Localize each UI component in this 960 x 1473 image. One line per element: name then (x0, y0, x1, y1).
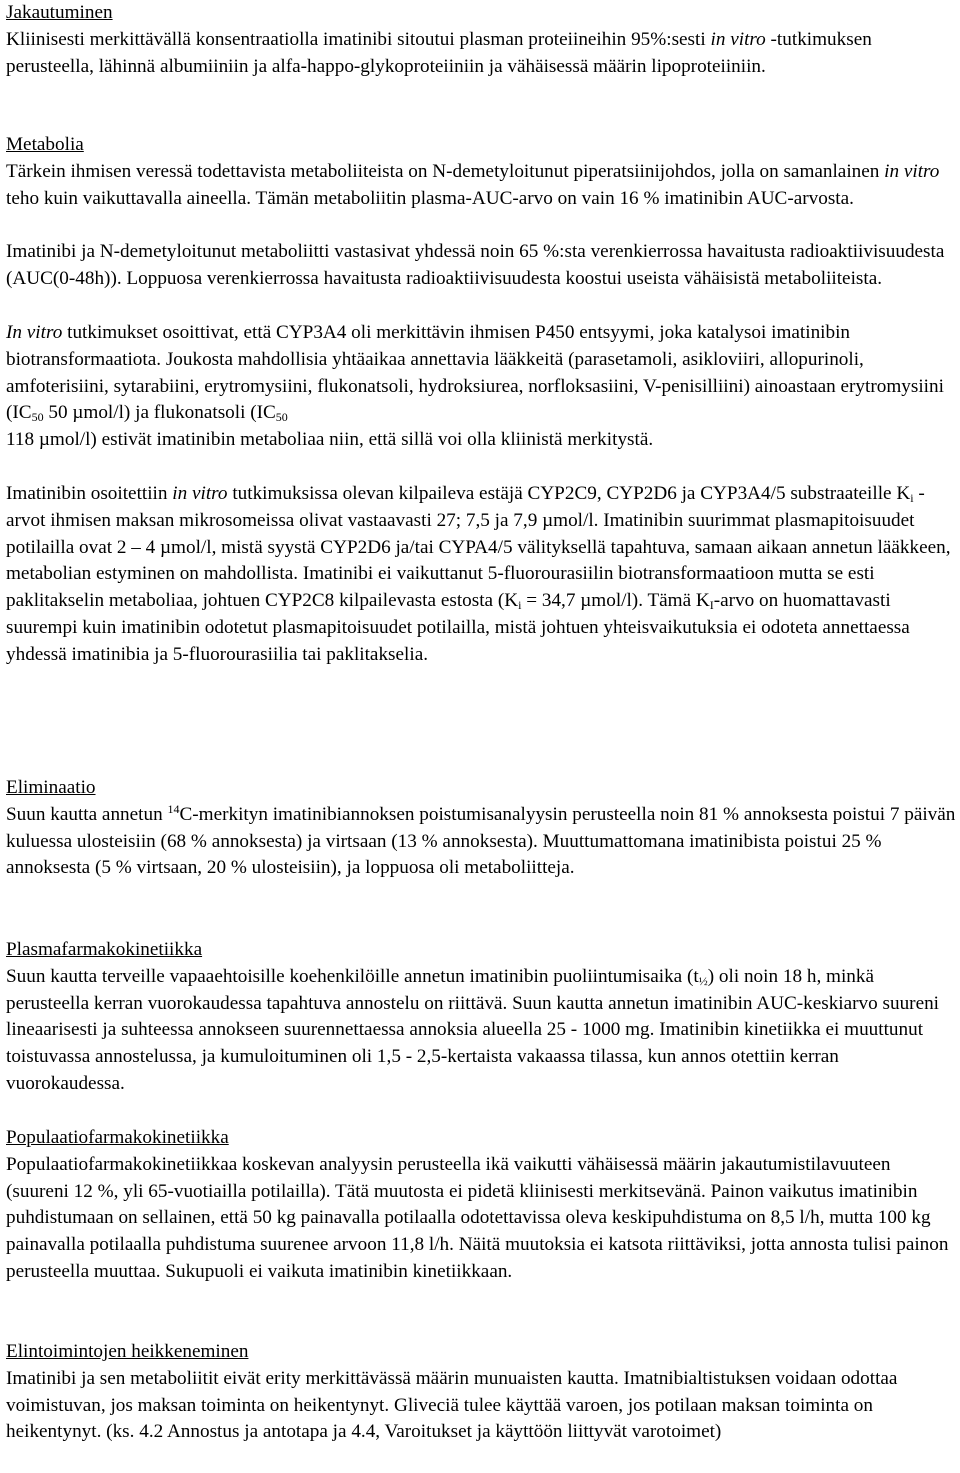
text-run: tutkimukset osoittivat, että CYP3A4 oli merkittävin ihmisen P450 entsyymi, joka katalysoi imatinibin biotransformaatiota. Joukosta mahdollisia yhtäaikaa annettavia lääkkeitä (parasetamoli, asikloviiri, allopurinoli, amfoterisiini, sytarabiini, erytromysiini, flukonatsoli, hydroksiurea, norfloksasiini, V-penisilliini) ainoastaan erytromysiini (IC (6, 321, 944, 424)
paragraph-plasmafarmakokinetiikka (6, 964, 956, 1098)
text-run: teho kuin vaikuttavalla aineella. Tämän metaboliitin plasma-AUC-arvo on vain 16 % imatinibin AUC-arvosta. (6, 187, 854, 209)
subscript: ½ (698, 973, 708, 988)
heading-jakautuminen: Jakautuminen (6, 2, 113, 23)
section-jakautuminen (6, 0, 956, 80)
paragraph-eliminaatio (6, 802, 956, 882)
italic-run: in vitro (710, 28, 766, 50)
italic-run: in vitro (172, 482, 228, 504)
text-run: Suun kautta annetun (6, 803, 168, 825)
paragraph-metabolia-1 (6, 159, 956, 213)
paragraph-elintoimintojen-heikkeneminen: Imatinibi ja sen metaboliitit eivät erity merkittävässä määrin munuaisten kautta. Imatnibialtistuksen voidaan odottaa voimistuvan, jos maksan toiminta on heikentynyt. Glivеciä tulee käyttää varoen, jos potilaan maksan toiminta on heikentynyt. (ks. 4.2 Annostus ja antotapa ja 4.4, Varoitukset ja käyttöön liittyvät varotoimet) (6, 1367, 898, 1443)
section-elintoimintojen-heikkeneminen (6, 1339, 956, 1446)
heading-elintoimintojen-heikkeneminen: Elintoimintojen heikkeneminen (6, 1341, 249, 1362)
text-run: 50 µmol/l) ja flukonatsoli (IC (43, 402, 276, 424)
heading-plasmafarmakokinetiikka: Plasmafarmakokinetiikka (6, 939, 203, 960)
heading-eliminaatio: Eliminaatio (6, 777, 96, 798)
section-metabolia (6, 132, 956, 669)
subscript: I (709, 598, 714, 613)
text-run: -tutkimuksen perusteella, lähinnä albumiiniin ja alfa-happo-glykoproteiiniin ja vähäisessä määrin lipoproteiiniin. (6, 28, 872, 77)
paragraph-metabolia-4 (6, 481, 956, 669)
text-run: -arvo on huomattavasti suurempi kuin imatinibin odotetut plasmapitoisuudet potilailla, mistä johtuen yhteisvaikutuksia ei odoteta annettaessa yhdessä imatinibia ja 5-fluorourasiilia tai paklitakselia. (6, 590, 910, 665)
subscript: 50 (275, 410, 288, 425)
section-populaatiofarmakokinetiikka (6, 1125, 956, 1286)
italic-run: in vitro (884, 160, 940, 182)
heading-metabolia: Metabolia (6, 134, 84, 155)
section-eliminaatio (6, 775, 956, 882)
heading-populaatiofarmakokinetiikka: Populaatiofarmakokinetiikka (6, 1127, 229, 1148)
subscript: 50 (31, 410, 44, 425)
text-run: Kliinisesti merkittävällä konsentraatiolla imatinibi sitoutui plasman proteiineihin 95%:sesti (6, 28, 711, 50)
section-plasmafarmakokinetiikka (6, 937, 956, 1098)
superscript: 14 (167, 801, 180, 816)
paragraph-metabolia-2: Imatinibi ja N-demetyloitunut metaboliitti vastasivat yhdessä noin 65 %:sta verenkierrossa havaitusta radioaktiivisuudesta (AUC(0-48h)). Loppuosa verenkierrossa havaitusta radioaktiivisuudesta koostui useista vähäisistä metaboliiteista. (6, 241, 945, 290)
text-run: Tärkein ihmisen veressä todettavista metaboliiteista on N-demetyloitunut piperatsiinijohdos, jolla on samanlainen (6, 160, 885, 182)
text-run: = 34,7 µmol/l). Tämä K (521, 590, 710, 612)
text-run: -arvot ihmisen maksan mikrosomeissa olivat vastaavasti 27; 7,5 ja 7,9 µmol/l. Imatinibin suurimmat plasmapitoisuudet potilailla ovat 2 – 4 µmol/l, mistä syystä CYP2D6 ja/tai CYPA4/5 välityksellä tapahtuva, samaan aikaan annetun lääkkeen, metabolian estyminen on mahdollista. Imatinibi ei vaikuttanut 5-fluorourasiilin biotransformaatioon mutta se esti paklitakselin metaboliaa, johtuen CYP2C8 kilpailevasta estosta (K (6, 482, 951, 612)
text-run: Imatinibin osoitettiin (6, 482, 173, 504)
text-run: Suun kautta terveille vapaaehtoisille koehenkilöille annetun imatinibin puoliintumisaika (t (6, 965, 699, 987)
text-run: tutkimuksissa olevan kilpaileva estäjä CYP2C9, CYP2D6 ja CYP3A4/5 substraateille K (227, 482, 911, 504)
text-run: ) oli noin 18 h, minkä perusteella kerran vuorokaudessa tapahtuva annostelu on riittävä. Suun kautta annetun imatinibin AUC-keskiarvo suureni lineaarisesti ja suhteessa annokseen suurennettaessa annoksia alueella 25 - 1000 mg. Imatinibin kinetiikka ei muuttunut toistuvassa annostelussa, ja kumuloituminen oli 1,5 - 2,5-kertaista vakaassa tilassa, kun annos otettiin kerran vuorokaudessa. (6, 965, 940, 1094)
italic-run: In vitro (6, 321, 63, 343)
subscript: i (518, 598, 522, 613)
paragraph-jakautuminen (6, 27, 956, 81)
paragraph-metabolia-3 (6, 320, 956, 454)
subscript: i (910, 490, 914, 505)
paragraph-populaatiofarmakokinetiikka: Populaatiofarmakokinetiikkaa koskevan analyysin perusteella ikä vaikutti vähäisessä määrin jakautumistilavuuteen (suureni 12 %, yli 65-vuotiailla potilailla). Tätä muutosta ei pidetä kliinisesti merkitsevänä. Painon vaikutus imatinibin puhdistumaan on sellainen, että 50 kg painavalla potilaalla odotettavissa oleva keskipuhdistuma on 8,5 l/h, mutta 100 kg painavalla potilaalla puhdistuma suurenee arvoon 11,8 l/h. Näitä muutoksia ei katsota riittäviksi, jotta annosta tulisi painon perusteella muuttaa. Sukupuoli ei vaikuta imatinibin kinetiikkaan. (6, 1153, 949, 1282)
text-run: 118 µmol/l) estivät imatinibin metaboliaa niin, että sillä voi olla kliinistä merkitystä. (6, 429, 654, 451)
text-run: C-merkityn imatinibiannoksen poistumisanalyysin perusteella noin 81 % annoksesta poistui 7 päivän kuluessa ulosteisiin (68 % annoksesta) ja virtsaan (13 % annoksesta). Muuttumattomana imatinibista poistui 25 % annoksesta (5 % virtsaan, 20 % ulosteisiin), ja loppuosa oli metaboliitteja. (6, 803, 956, 879)
